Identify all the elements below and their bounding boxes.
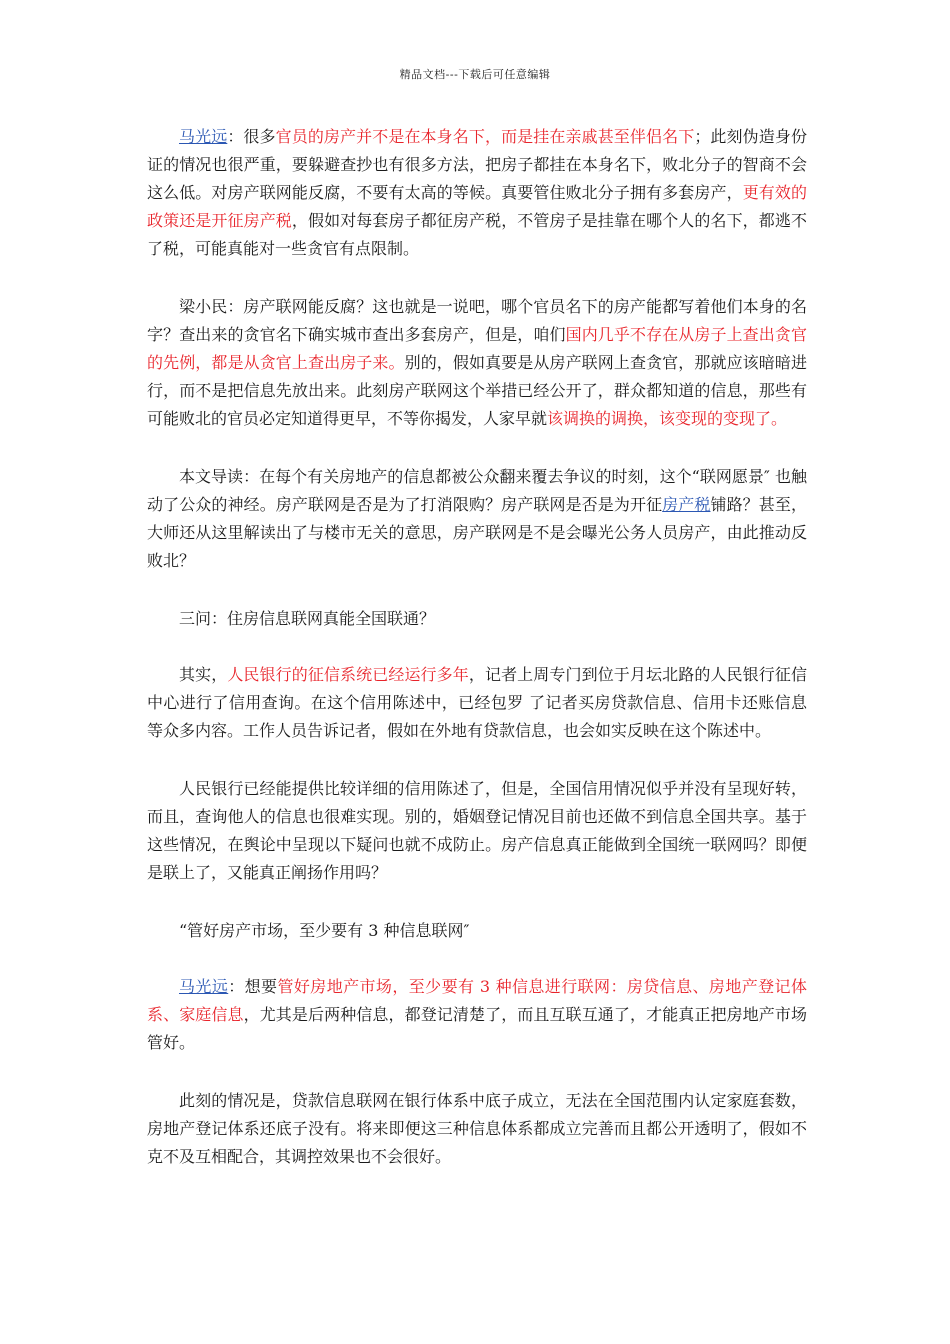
text-segment: 铺路？甚至，大师还从这里解读出了与楼市无关的意思，房产联网是不是会曝光公务人员房产，由此推动反败北？ [147, 495, 807, 570]
paragraph-6 [147, 775, 807, 887]
text-segment: 别的，假如真要是从房产联网上查贪官，那就应该暗暗进行，而不是把信息先放出来。此刻房产联网这个举措已经公开了，群众都知道的信息，那些有可能败北的官员必定知道得更早，不等你揭发，人家早就 [147, 353, 807, 428]
paragraph-1 [147, 123, 807, 263]
author-link-ma-guangyuan[interactable]: 马光远 [179, 977, 229, 996]
text-segment: ：很多 [227, 127, 276, 146]
text-segment: ：想要 [228, 977, 278, 996]
text-segment: ，尤其是后两种信息，都登记清楚了，而且互联互通了，才能真正把房地产市场管好。 [147, 1005, 807, 1052]
highlight-segment: 国内几乎不存在从房子上查出贪官的先例，都是从贪官上查出房子来。 [147, 325, 807, 372]
page-header: 精品文档---下载后可任意编辑 [399, 68, 551, 81]
highlight-segment: 更有效的政策还是开征房产税 [147, 183, 807, 230]
author-link-ma-guangyuan[interactable]: 马光远 [179, 127, 228, 146]
property-tax-link[interactable]: 房产税 [662, 495, 711, 514]
text-segment: “管好房产市场，至少要有 3 种信息联网″ [179, 921, 470, 940]
text-segment: 本文导读：在每个有关房地产的信息都被公众翻来覆去争议的时刻，这个“联网愿景″ 也触动了公众的神经。房产联网是否是为了打消限购？房产联网是否是为开征 [147, 467, 807, 514]
section-heading [147, 605, 807, 633]
subheading-quote [147, 917, 807, 945]
paragraph-5 [147, 661, 807, 745]
paragraph-3 [147, 463, 807, 575]
document-body [147, 123, 807, 1201]
highlight-segment: 人民银行的征信系统已经运行多年 [227, 665, 469, 684]
highlight-segment: 管好房地产市场，至少要有 3 种信息进行联网：房贷信息、房地产登记体系、家庭信息 [147, 977, 807, 1024]
paragraph-2 [147, 293, 807, 433]
text-segment: 梁小民：房产联网能反腐？这也就是一说吧，哪个官员名下的房产能都写着他们本身的名字？查出来的贪官名下确实城市查出多套房产，但是，咱们 [147, 297, 807, 344]
paragraph-8 [147, 973, 807, 1057]
text-segment: 其实， [179, 665, 228, 684]
text-segment: 三问：住房信息联网真能全国联通？ [179, 609, 436, 628]
paragraph-9 [147, 1087, 807, 1171]
highlight-segment: 官员的房产并不是在本身名下，而是挂在亲戚甚至伴侣名下 [275, 127, 695, 146]
text-segment: 人民银行已经能提供比较详细的信用陈述了，但是，全国信用情况似乎并没有呈现好转，而且，查询他人的信息也很难实现。别的，婚姻登记情况目前也还做不到信息全国共享。基于这些情况，在舆论中呈现以下疑问也就不成防止。房产信息真正能做到全国统一联网吗？即便是联上了，又能真正阐扬作用吗？ [147, 779, 807, 882]
text-segment: ；此刻伪造身份证的情况也很严重，要躲避查抄也有很多方法，把房子都挂在本身名下，败北分子的智商不会这么低。对房产联网能反腐，不要有太高的等候。真要管住败北分子拥有多套房产， [147, 127, 807, 202]
text-segment: ，记者上周专门到位于月坛北路的人民银行征信中心进行了信用查询。在这个信用陈述中，已经包罗 了记者买房贷款信息、信用卡还账信息等众多内容。工作人员告诉记者，假如在外地有贷款信息，也会如实反映在这个陈述中。 [147, 665, 807, 740]
text-segment: 此刻的情况是，贷款信息联网在银行体系中底子成立，无法在全国范围内认定家庭套数，房地产登记体系还底子没有。将来即便这三种信息体系都成立完善而且都公开透明了，假如不克不及互相配合，其调控效果也不会很好。 [147, 1091, 807, 1166]
highlight-segment: 该调换的调换，该变现的变现了。 [547, 409, 788, 428]
text-segment: ，假如对每套房子都征房产税，不管房子是挂靠在哪个人的名下，都逃不了税，可能真能对一些贪官有点限制。 [147, 211, 807, 258]
